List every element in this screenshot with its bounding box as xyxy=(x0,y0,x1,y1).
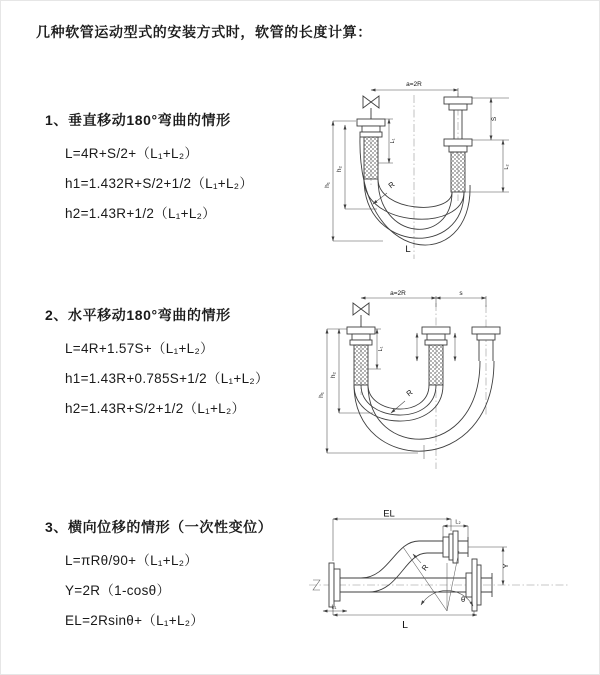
centerlines xyxy=(371,93,458,259)
hose-braid-right xyxy=(451,152,465,192)
diagram-lateral-displacement xyxy=(301,507,600,649)
section-3-heading: 3、横向位移的情形（一次性变位） xyxy=(45,519,273,535)
length-label: L xyxy=(405,244,411,255)
section-2-formula-L: L=4R+1.57S+（L₁+L₂） xyxy=(65,341,214,356)
dim-label-a2r: a=2R xyxy=(406,81,422,88)
theta-construction xyxy=(403,547,473,611)
dim-label-el: EL xyxy=(383,508,395,520)
section-1-formula-L: L=4R+S/2+（L₁+L₂） xyxy=(65,146,199,161)
section-3-formula-Y: Y=2R（1-cosθ） xyxy=(65,583,171,598)
section-1-formula-h1: h1=1.432R+S/2+1/2（L₁+L₂） xyxy=(65,176,254,191)
dim-label-stroke-s: s xyxy=(459,290,463,297)
section-2-formula-h1: h1=1.43R+0.785S+1/2（L₁+L₂） xyxy=(65,371,269,386)
section-3-formula-EL: EL=2Rsinθ+（L₁+L₂） xyxy=(65,613,205,628)
section-1-heading: 1、垂直移动180°弯曲的情形 xyxy=(45,112,231,128)
hose-braid-1 xyxy=(354,345,368,385)
diagram-horizontal-180-bend xyxy=(313,283,593,475)
hose-braid-2 xyxy=(429,345,443,385)
section-1-formula-h2: h2=1.43R+1/2（L₁+L₂） xyxy=(65,206,216,221)
flange-fitting-2 xyxy=(422,327,450,385)
radius-label: R xyxy=(404,387,415,399)
radius-label: R xyxy=(419,562,431,573)
section-3-formula-L: L=πRθ/90+（L₁+L₂） xyxy=(65,553,199,568)
dim-label-h2: h₂ xyxy=(336,165,343,173)
section-2-heading: 2、水平移动180°弯曲的情形 xyxy=(45,307,231,323)
dimension-a2r xyxy=(371,81,458,97)
dim-label-a2r: a=2R xyxy=(390,290,406,297)
radius-callout xyxy=(413,554,431,572)
dim-label-l2: L₂ xyxy=(504,164,510,170)
dim-label-l: L xyxy=(402,619,408,631)
displaced-hose-s-curve xyxy=(361,541,443,592)
hose-u-bend-arcs xyxy=(354,361,494,459)
dimension-stroke-s xyxy=(472,98,509,140)
valve-icon xyxy=(353,303,369,327)
radius-label: R xyxy=(386,179,397,191)
dim-label-h1: h₁ xyxy=(318,392,325,398)
section-2-formula-h2: h2=1.43R+S/2+1/2（L₁+L₂） xyxy=(65,401,246,416)
dim-label-l2: L₂ xyxy=(455,519,461,526)
dimension-l1 xyxy=(323,605,347,612)
dim-label-s: S xyxy=(491,116,498,122)
flange-fitting-left xyxy=(329,563,340,607)
angle-label: θ xyxy=(461,595,466,604)
hose-braid-left xyxy=(364,137,378,179)
flange-fitting-1 xyxy=(347,327,375,385)
valve-icon xyxy=(363,96,379,119)
dim-label-l1: L₁ xyxy=(331,604,337,611)
flange-fitting-upper-right xyxy=(443,531,468,563)
diagram-vertical-180-bend xyxy=(313,73,593,265)
dim-label-y: Y xyxy=(501,563,510,569)
dim-label-h2: h₂ xyxy=(330,371,337,379)
dim-label-l1: L₁ xyxy=(378,346,384,352)
dim-label-h1: h₁ xyxy=(324,182,331,188)
dim-label-l1: L₁ xyxy=(390,138,396,144)
dimension-l2 xyxy=(465,140,510,192)
flange-fitting-left xyxy=(357,119,385,179)
page-title: 几种软管运动型式的安装方式时，软管的长度计算： xyxy=(36,24,372,40)
dimension-a2r xyxy=(361,290,486,307)
